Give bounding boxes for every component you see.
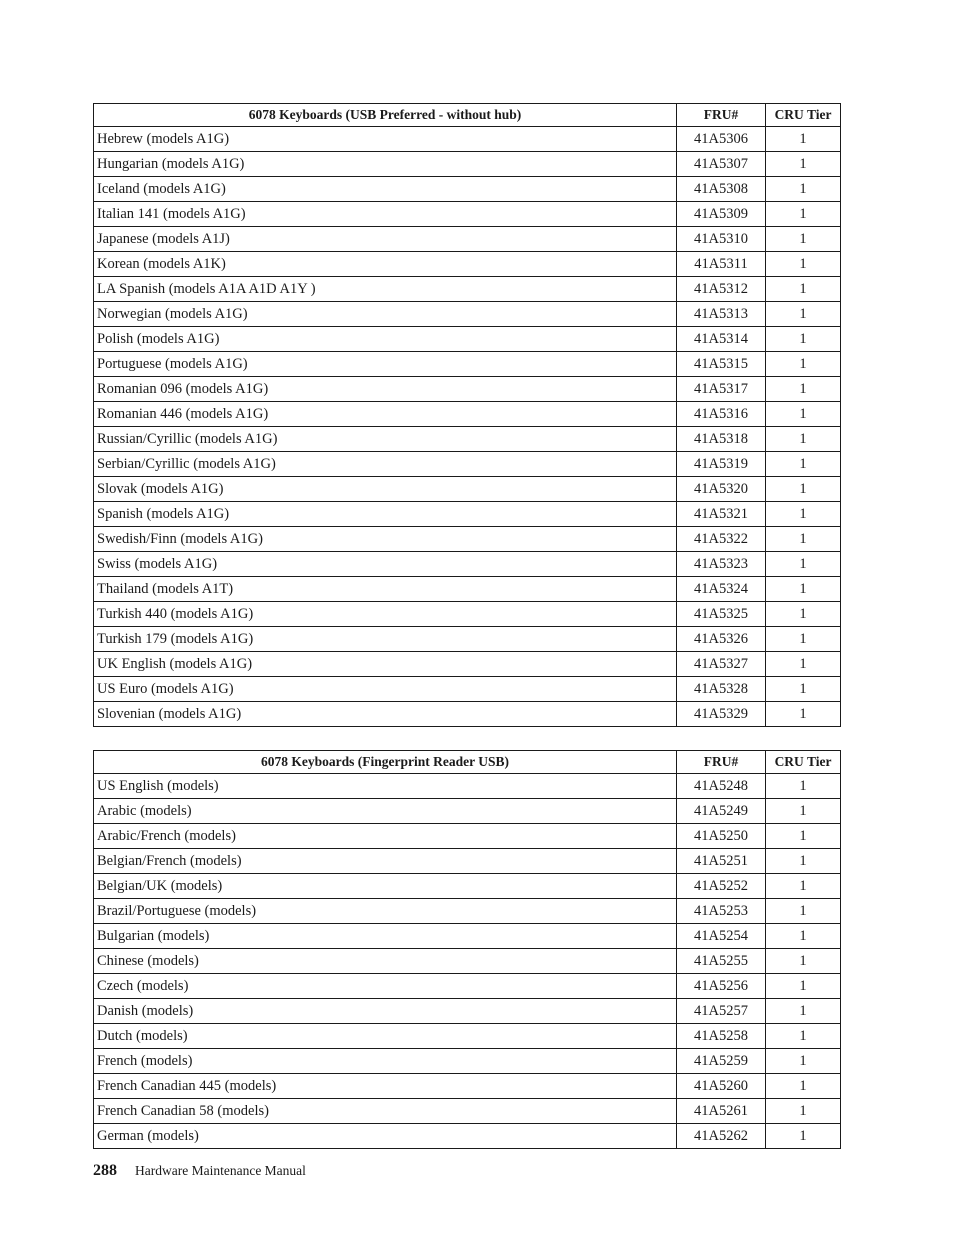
- cru-tier-cell: 1: [766, 127, 841, 152]
- cru-tier-cell: 1: [766, 552, 841, 577]
- table-row: [94, 252, 841, 277]
- cru-tier-cell: 1: [766, 477, 841, 502]
- fru-number-cell: 41A5310: [677, 227, 766, 252]
- cru-tier-cell: 1: [766, 1074, 841, 1099]
- page-number: 288: [93, 1162, 117, 1179]
- fru-number-cell: 41A5307: [677, 152, 766, 177]
- header-row: [94, 751, 841, 774]
- cru-tier-cell: 1: [766, 652, 841, 677]
- fru-number-cell: 41A5316: [677, 402, 766, 427]
- cru-tier-cell: 1: [766, 1049, 841, 1074]
- keyboard-description-cell: Thailand (models A1T): [94, 577, 677, 602]
- table-body: [94, 127, 841, 727]
- keyboard-description-cell: US Euro (models A1G): [94, 677, 677, 702]
- table-row: [94, 127, 841, 152]
- cru-tier-cell: 1: [766, 402, 841, 427]
- cru-tier-cell: 1: [766, 352, 841, 377]
- fru-number-cell: 41A5261: [677, 1099, 766, 1124]
- keyboard-description-cell: Belgian/UK (models): [94, 874, 677, 899]
- fru-column-header: FRU#: [677, 751, 766, 774]
- keyboard-description-cell: Romanian 096 (models A1G): [94, 377, 677, 402]
- table-row: [94, 1099, 841, 1124]
- fru-number-cell: 41A5312: [677, 277, 766, 302]
- cru-tier-cell: 1: [766, 899, 841, 924]
- fru-number-cell: 41A5252: [677, 874, 766, 899]
- fru-number-cell: 41A5327: [677, 652, 766, 677]
- cru-tier-cell: 1: [766, 1099, 841, 1124]
- fru-number-cell: 41A5308: [677, 177, 766, 202]
- cru-tier-cell: 1: [766, 527, 841, 552]
- table-header: [94, 751, 841, 774]
- keyboard-description-cell: French Canadian 445 (models): [94, 1074, 677, 1099]
- keyboard-description-cell: Swedish/Finn (models A1G): [94, 527, 677, 552]
- fru-number-cell: 41A5262: [677, 1124, 766, 1149]
- fru-number-cell: 41A5322: [677, 527, 766, 552]
- keyboard-description-cell: US English (models): [94, 774, 677, 799]
- cru-tier-cell: 1: [766, 849, 841, 874]
- keyboard-description-cell: Portuguese (models A1G): [94, 352, 677, 377]
- keyboard-description-cell: Turkish 179 (models A1G): [94, 627, 677, 652]
- fru-number-cell: 41A5320: [677, 477, 766, 502]
- table-row: [94, 577, 841, 602]
- cru-tier-cell: 1: [766, 999, 841, 1024]
- keyboard-description-cell: Italian 141 (models A1G): [94, 202, 677, 227]
- keyboard-description-cell: Swiss (models A1G): [94, 552, 677, 577]
- table-row: [94, 477, 841, 502]
- cru-tier-cell: 1: [766, 799, 841, 824]
- fru-number-cell: 41A5311: [677, 252, 766, 277]
- table-row: [94, 1049, 841, 1074]
- cru-tier-cell: 1: [766, 177, 841, 202]
- fru-number-cell: 41A5319: [677, 452, 766, 477]
- description-column-header: 6078 Keyboards (Fingerprint Reader USB): [94, 751, 677, 774]
- fru-number-cell: 41A5317: [677, 377, 766, 402]
- table-row: [94, 552, 841, 577]
- cru-tier-cell: 1: [766, 974, 841, 999]
- table-row: [94, 949, 841, 974]
- table-row: [94, 202, 841, 227]
- table-row: [94, 652, 841, 677]
- table-row: [94, 427, 841, 452]
- cru-tier-cell: 1: [766, 774, 841, 799]
- keyboard-description-cell: Chinese (models): [94, 949, 677, 974]
- fru-number-cell: 41A5315: [677, 352, 766, 377]
- fru-number-cell: 41A5326: [677, 627, 766, 652]
- table-row: [94, 627, 841, 652]
- table-row: [94, 177, 841, 202]
- fru-number-cell: 41A5324: [677, 577, 766, 602]
- cru-tier-cell: 1: [766, 602, 841, 627]
- cru-tier-cell: 1: [766, 277, 841, 302]
- keyboards-fingerprint-reader-table: [93, 750, 841, 1149]
- cru-tier-cell: 1: [766, 702, 841, 727]
- table-row: [94, 1124, 841, 1149]
- cru-tier-cell: 1: [766, 1024, 841, 1049]
- table-row: [94, 874, 841, 899]
- fru-number-cell: 41A5258: [677, 1024, 766, 1049]
- table-row: [94, 974, 841, 999]
- fru-number-cell: 41A5329: [677, 702, 766, 727]
- keyboard-description-cell: Danish (models): [94, 999, 677, 1024]
- keyboard-description-cell: Norwegian (models A1G): [94, 302, 677, 327]
- fru-number-cell: 41A5249: [677, 799, 766, 824]
- cru-tier-cell: 1: [766, 577, 841, 602]
- fru-number-cell: 41A5321: [677, 502, 766, 527]
- table-row: [94, 502, 841, 527]
- fru-column-header: FRU#: [677, 104, 766, 127]
- table-row: [94, 999, 841, 1024]
- keyboard-description-cell: Turkish 440 (models A1G): [94, 602, 677, 627]
- keyboard-description-cell: Slovak (models A1G): [94, 477, 677, 502]
- fru-number-cell: 41A5309: [677, 202, 766, 227]
- table-row: [94, 677, 841, 702]
- cru-tier-cell: 1: [766, 327, 841, 352]
- keyboard-description-cell: Spanish (models A1G): [94, 502, 677, 527]
- cru-tier-column-header: CRU Tier: [766, 104, 841, 127]
- table-row: [94, 849, 841, 874]
- table-row: [94, 327, 841, 352]
- description-column-header: 6078 Keyboards (USB Preferred - without hub): [94, 104, 677, 127]
- keyboard-description-cell: Iceland (models A1G): [94, 177, 677, 202]
- table-row: [94, 452, 841, 477]
- cru-tier-cell: 1: [766, 1124, 841, 1149]
- keyboard-description-cell: UK English (models A1G): [94, 652, 677, 677]
- cru-tier-cell: 1: [766, 627, 841, 652]
- table-row: [94, 227, 841, 252]
- cru-tier-cell: 1: [766, 377, 841, 402]
- keyboard-description-cell: Romanian 446 (models A1G): [94, 402, 677, 427]
- fru-number-cell: 41A5323: [677, 552, 766, 577]
- fru-number-cell: 41A5314: [677, 327, 766, 352]
- keyboard-description-cell: Japanese (models A1J): [94, 227, 677, 252]
- fru-number-cell: 41A5256: [677, 974, 766, 999]
- cru-tier-cell: 1: [766, 874, 841, 899]
- keyboard-description-cell: Russian/Cyrillic (models A1G): [94, 427, 677, 452]
- keyboards-usb-preferred-table: [93, 103, 841, 727]
- cru-tier-cell: 1: [766, 677, 841, 702]
- fru-number-cell: 41A5313: [677, 302, 766, 327]
- cru-tier-cell: 1: [766, 502, 841, 527]
- fru-number-cell: 41A5318: [677, 427, 766, 452]
- cru-tier-cell: 1: [766, 202, 841, 227]
- table-row: [94, 824, 841, 849]
- cru-tier-cell: 1: [766, 452, 841, 477]
- cru-tier-cell: 1: [766, 427, 841, 452]
- cru-tier-column-header: CRU Tier: [766, 751, 841, 774]
- manual-title: Hardware Maintenance Manual: [135, 1163, 306, 1178]
- fru-number-cell: 41A5250: [677, 824, 766, 849]
- fru-number-cell: 41A5248: [677, 774, 766, 799]
- keyboard-description-cell: Dutch (models): [94, 1024, 677, 1049]
- cru-tier-cell: 1: [766, 227, 841, 252]
- fru-number-cell: 41A5259: [677, 1049, 766, 1074]
- keyboard-description-cell: Belgian/French (models): [94, 849, 677, 874]
- keyboard-description-cell: French (models): [94, 1049, 677, 1074]
- cru-tier-cell: 1: [766, 949, 841, 974]
- table-row: [94, 1024, 841, 1049]
- table-row: [94, 527, 841, 552]
- table-row: [94, 1074, 841, 1099]
- keyboard-description-cell: Hebrew (models A1G): [94, 127, 677, 152]
- table-header: [94, 104, 841, 127]
- table-row: [94, 352, 841, 377]
- cru-tier-cell: 1: [766, 252, 841, 277]
- fru-number-cell: 41A5328: [677, 677, 766, 702]
- keyboard-description-cell: LA Spanish (models A1A A1D A1Y ): [94, 277, 677, 302]
- keyboard-description-cell: Serbian/Cyrillic (models A1G): [94, 452, 677, 477]
- header-row: [94, 104, 841, 127]
- page-footer: [93, 1162, 306, 1180]
- keyboard-description-cell: Arabic/French (models): [94, 824, 677, 849]
- fru-number-cell: 41A5251: [677, 849, 766, 874]
- fru-number-cell: 41A5306: [677, 127, 766, 152]
- table-row: [94, 277, 841, 302]
- cru-tier-cell: 1: [766, 924, 841, 949]
- keyboard-description-cell: Czech (models): [94, 974, 677, 999]
- table-row: [94, 377, 841, 402]
- table-row: [94, 774, 841, 799]
- keyboard-description-cell: German (models): [94, 1124, 677, 1149]
- keyboard-description-cell: French Canadian 58 (models): [94, 1099, 677, 1124]
- keyboard-description-cell: Brazil/Portuguese (models): [94, 899, 677, 924]
- table-row: [94, 402, 841, 427]
- fru-number-cell: 41A5325: [677, 602, 766, 627]
- keyboard-description-cell: Bulgarian (models): [94, 924, 677, 949]
- keyboard-description-cell: Polish (models A1G): [94, 327, 677, 352]
- keyboard-description-cell: Hungarian (models A1G): [94, 152, 677, 177]
- table-row: [94, 924, 841, 949]
- table-row: [94, 899, 841, 924]
- keyboard-description-cell: Korean (models A1K): [94, 252, 677, 277]
- keyboard-description-cell: Slovenian (models A1G): [94, 702, 677, 727]
- fru-number-cell: 41A5254: [677, 924, 766, 949]
- table-row: [94, 302, 841, 327]
- cru-tier-cell: 1: [766, 302, 841, 327]
- table-body: [94, 774, 841, 1149]
- table-row: [94, 152, 841, 177]
- table-row: [94, 702, 841, 727]
- table-row: [94, 799, 841, 824]
- fru-number-cell: 41A5257: [677, 999, 766, 1024]
- fru-number-cell: 41A5260: [677, 1074, 766, 1099]
- cru-tier-cell: 1: [766, 152, 841, 177]
- keyboard-description-cell: Arabic (models): [94, 799, 677, 824]
- fru-number-cell: 41A5253: [677, 899, 766, 924]
- fru-number-cell: 41A5255: [677, 949, 766, 974]
- table-row: [94, 602, 841, 627]
- cru-tier-cell: 1: [766, 824, 841, 849]
